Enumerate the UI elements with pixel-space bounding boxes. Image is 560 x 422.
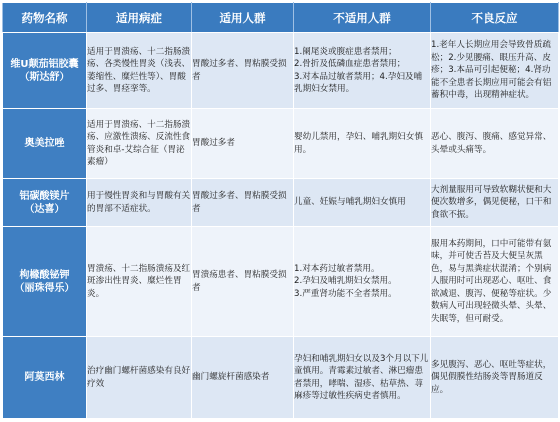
table-row [3, 179, 559, 227]
header-indications: 适用病症 [87, 3, 192, 33]
suitable-text: 胃酸过多者 [192, 138, 235, 149]
header-adverse-reactions: 不良反应 [431, 3, 559, 33]
drug-name: 阿莫西林 [24, 372, 65, 383]
drug-name: 维U颠茄铝胶囊 （斯达舒） [10, 58, 79, 83]
adverse-text: 服用本药期间，口中可能带有氨味，并可使舌苔及大便呈灰黑色，易与黑粪症状混淆；个别病人服用时可出现恶心、呕吐、食欲减退、腹泻、便秘等症状。少数病人可出现轻微头晕、头晕、失眠等，但可耐受。 [431, 239, 552, 324]
suitable-cell [192, 227, 294, 337]
drug-name-cell [3, 109, 87, 179]
adverse-text: 1.老年人长期应用会导致骨质疏松；2.少见腰痛、眼压升高、皮疹；3.本品可引起便秘；4.肾功能不全患者长期应用可能会有铝蓄积中毒，出现精神症状。 [431, 40, 552, 101]
indications-text: 适用于胃溃疡、十二指肠溃疡、各类慢性胃炎（浅表、萎缩性、糜烂性等）、胃酸过多、胃痉挛等。 [87, 46, 191, 94]
unsuitable-cell [294, 179, 431, 227]
unsuitable-text: 孕妇和哺乳期妇女以及3个月以下儿童慎用。青霉素过敏者、淋巴瘤患者禁用，哮喘、湿疹、枯草热、荨麻疹等过敏性疾病史者慎用。 [294, 353, 429, 401]
drug-comparison-table [2, 2, 559, 419]
indications-text: 适用于胃溃疡、十二指肠溃疡、应激性溃疡、反流性食管炎和卓-艾综合征（胃泌素瘤） [87, 119, 191, 167]
suitable-text: 胃酸过多者、胃粘膜受损者 [192, 191, 287, 214]
header-drug-name: 药物名称 [3, 3, 87, 33]
unsuitable-cell [294, 227, 431, 337]
unsuitable-text: 儿童、妊娠与哺乳期妇女慎用 [294, 197, 406, 208]
indications-text: 用于慢性胃炎和与胃酸有关的胃部不适症状。 [87, 191, 191, 214]
indications-text: 胃溃疡、十二指肠溃疡及红斑渗出性胃炎、糜烂性胃炎。 [87, 263, 191, 299]
table-row [3, 337, 559, 419]
indications-cell [87, 179, 192, 227]
suitable-cell [192, 109, 294, 179]
suitable-cell [192, 179, 294, 227]
table-row [3, 109, 559, 179]
suitable-cell [192, 33, 294, 109]
suitable-cell [192, 337, 294, 419]
drug-name-cell [3, 33, 87, 109]
unsuitable-cell [294, 337, 431, 419]
table-row [3, 33, 559, 109]
header-row [3, 3, 559, 33]
adverse-text: 大剂量服用可导致软糊状便和大便次数增多，偶见便秘，口干和食欲不振。 [431, 184, 552, 220]
drug-name: 铝碳酸镁片 （达喜） [19, 190, 70, 215]
unsuitable-text: 1.阑尾炎或腹症患者禁用； 2.骨折及低磷血症患者禁用； 3.对本品过敏者禁用；4.孕妇及哺乳期妇女禁用。 [294, 46, 423, 94]
suitable-text: 胃酸过多者、胃粘膜受损者 [192, 59, 287, 82]
table-row [3, 227, 559, 337]
unsuitable-text: 1.对本药过敏者禁用。 2.孕妇及哺乳期妇女禁用。 3.严重肾功能不全者禁用。 [294, 263, 397, 299]
drug-comparison-table-wrapper [2, 2, 558, 418]
adverse-cell [431, 179, 559, 227]
adverse-cell [431, 337, 559, 419]
adverse-cell [431, 33, 559, 109]
indications-cell [87, 33, 192, 109]
adverse-text: 恶心、腹泻、腹痛、感觉异常、头晕或头痛等。 [431, 132, 552, 155]
adverse-text: 多见腹泻、恶心、呕吐等症状，偶见假膜性结肠炎等胃肠道反应。 [431, 359, 552, 395]
suitable-text: 幽门螺旋杆菌感染者 [192, 372, 270, 383]
indications-cell [87, 227, 192, 337]
unsuitable-text: 婴幼儿禁用，孕妇、哺乳期妇女慎用。 [294, 132, 423, 155]
suitable-text: 胃溃疡患者、胃粘膜受损者 [192, 270, 287, 293]
drug-name-cell [3, 179, 87, 227]
indications-text: 治疗幽门螺杆菌感染有良好疗效 [87, 366, 191, 389]
adverse-cell [431, 227, 559, 337]
drug-name-cell [3, 337, 87, 419]
adverse-cell [431, 109, 559, 179]
indications-cell [87, 337, 192, 419]
drug-name: 奥美拉唑 [24, 138, 65, 149]
unsuitable-cell [294, 33, 431, 109]
header-unsuitable-population: 不适用人群 [294, 3, 431, 33]
drug-name-cell [3, 227, 87, 337]
unsuitable-cell [294, 109, 431, 179]
drug-name: 枸橼酸铋钾 （丽珠得乐） [14, 269, 75, 294]
header-suitable-population: 适用人群 [192, 3, 294, 33]
indications-cell [87, 109, 192, 179]
